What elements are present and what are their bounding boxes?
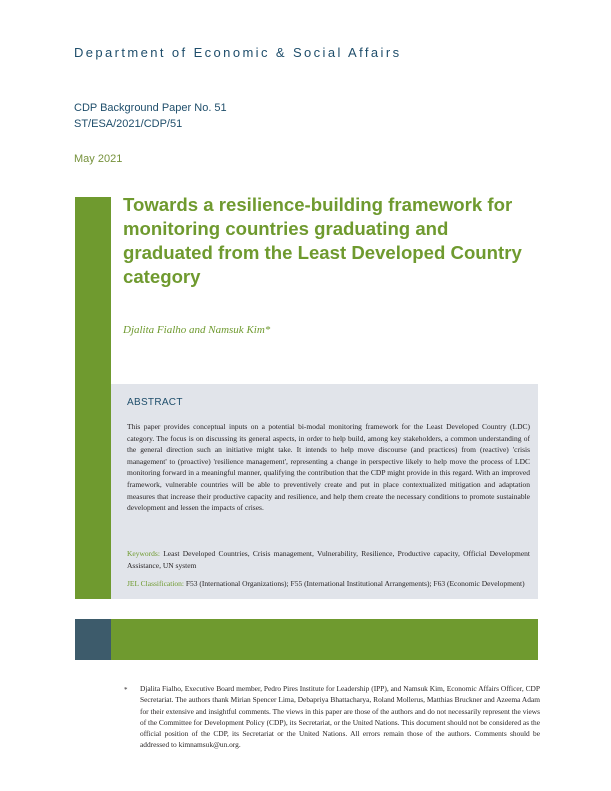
keywords-list: Least Developed Countries, Crisis management, Vulnerability, Resilience, Productive capacity, Official Development Assistance, UN system — [127, 549, 530, 570]
abstract-text: This paper provides conceptual inputs on a potential bi-modal monitoring framework for the Least Developed Country (LDC) category. The focus is on discussing its general aspects, in order to help build, among key stakeholders, a common understanding of the general direction such an initiative might take. It intends to help move discourse (and practices) from (reactive) 'crisis management' to (proactive) 'resilience management', representing a change in perspective likely to help move the process of LDC monitoring forward in a meaningful manner, qualifying the contribution that the CDP might provide in this regard. With an improved framework, vulnerable countries will be able to preventively create and put in place contextualized mitigation and adaptation measures that increase their productive capacity and resilience, and help them create the necessary conditions to promote sustainable development and lessen the impacts of crises. — [127, 422, 530, 513]
page-title: Towards a resilience-building framework for monitoring countries graduating and graduated from the Least Developed Country category — [123, 194, 522, 287]
footnote-text: Djalita Fialho, Executive Board member, Pedro Pires Institute for Leadership (IPP), and Namsuk Kim, Economic Affairs Officer, CDP Secretariat. The authors thank Mirian Spencer Lima, Debapriya Bhattacharya, Roland Mollerus, Matthias Bruckner and Azeema Adam for their extensive and insightful comments. The views in this paper are those of the authors and do not necessarily represent the views of the Committee for Development Policy (CDP), its Secretariat, or the United Nations. This document should not be considered as the official position of the CDP, its Secretariat or the United Nations. All errors remain those of the authors. Comments should be addressed to kimnamsuk@un.org. — [140, 684, 540, 750]
paper-identifier — [74, 100, 227, 132]
abstract-heading: ABSTRACT — [127, 397, 183, 408]
keywords-label: Keywords: — [127, 549, 160, 558]
decorative-green-bar — [75, 197, 111, 599]
publication-date: May 2021 — [74, 153, 123, 165]
paper-number: CDP Background Paper No. 51 — [74, 102, 227, 114]
footnote-mark: * — [124, 686, 128, 694]
jel-classification — [127, 578, 530, 590]
department-header: Department of Economic & Social Affairs — [74, 45, 402, 60]
document-symbol: ST/ESA/2021/CDP/51 — [74, 118, 183, 130]
jel-codes: F53 (International Organizations); F55 (International Institutional Arrangements); F63 (Economic Development) — [185, 579, 525, 588]
decorative-green-band — [111, 619, 538, 660]
decorative-blue-block — [75, 619, 111, 660]
jel-label: JEL Classification: — [127, 579, 185, 588]
authors: Djalita Fialho and Namsuk Kim* — [123, 324, 271, 336]
keywords — [127, 548, 530, 571]
